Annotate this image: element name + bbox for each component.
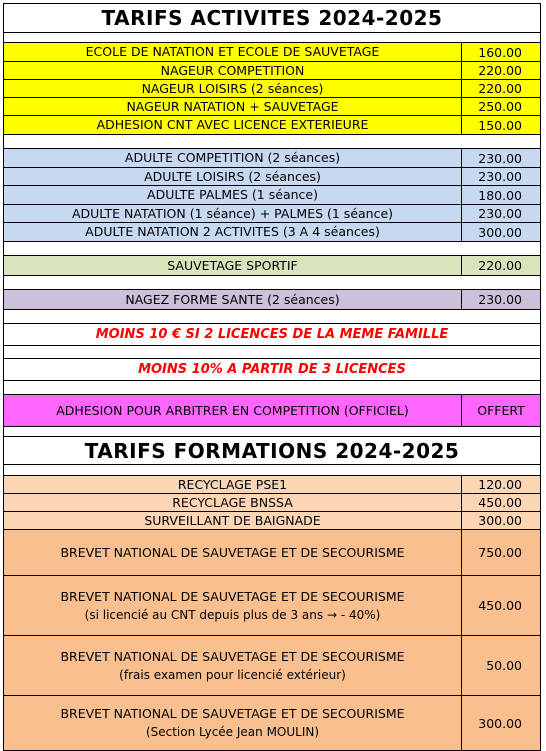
price-row (3, 149, 541, 168)
price-value: 150.00 (478, 117, 522, 133)
spacer-row (3, 465, 541, 476)
price-row (3, 290, 541, 310)
price-row (3, 186, 541, 205)
brevet-title: BREVET NATIONAL DE SAUVETAGE ET DE SECOURISME (60, 706, 405, 721)
price-value: 230.00 (478, 206, 522, 221)
price-value: 300.00 (478, 224, 522, 240)
spacer-row (3, 276, 541, 290)
price-value: 220.00 (478, 63, 522, 78)
formations-title: TARIFS FORMATIONS 2024-2025 (84, 438, 460, 463)
spacer-row (3, 135, 541, 149)
price-label: SURVEILLANT DE BAIGNADE (4, 512, 462, 529)
price-label: ADHESION CNT AVEC LICENCE EXTERIEURE (4, 116, 462, 134)
price-value: 220.00 (478, 258, 522, 273)
price-label: ADULTE LOISIRS (2 séances) (4, 168, 462, 185)
price-label: ADULTE PALMES (1 séance) (4, 186, 462, 204)
price-label: NAGEUR LOISIRS (2 séances) (4, 80, 462, 97)
price-row (3, 116, 541, 135)
brevet-title: BREVET NATIONAL DE SAUVETAGE ET DE SECOURISME (60, 544, 405, 560)
price-value: 230.00 (478, 292, 522, 307)
price-value: 230.00 (478, 150, 522, 166)
spacer-row (3, 310, 541, 324)
brevet-subtitle: (frais examen pour licencié extérieur) (119, 667, 346, 682)
price-label (4, 576, 462, 635)
price-row (3, 43, 541, 62)
price-value: 300.00 (478, 715, 522, 731)
brevet-title: BREVET NATIONAL DE SAUVETAGE ET DE SECOURISME (60, 648, 405, 664)
price-row (3, 696, 541, 751)
price-value: 450.00 (478, 598, 522, 613)
price-label: ADULTE COMPETITION (2 séances) (4, 149, 462, 167)
price-label: ADULTE NATATION 2 ACTIVITES (3 A 4 séances) (4, 223, 462, 241)
spacer-row (3, 242, 541, 256)
activites-title-row (3, 3, 541, 33)
price-label: SAUVETAGE SPORTIF (4, 256, 462, 275)
activites-title: TARIFS ACTIVITES 2024-2025 (101, 6, 443, 30)
price-row (3, 476, 541, 494)
price-row (3, 62, 541, 80)
note-row (3, 359, 541, 381)
note-row (3, 324, 541, 346)
brevet-subtitle: (Section Lycée Jean MOULIN) (145, 725, 320, 739)
price-label: RECYCLAGE PSE1 (4, 476, 462, 493)
price-label: NAGEZ FORME SANTE (2 séances) (4, 290, 462, 309)
price-value: 160.00 (478, 44, 522, 60)
brevet-title: BREVET NATIONAL DE SAUVETAGE ET DE SECOURISME (60, 588, 405, 604)
brevet-subtitle: (si licencié au CNT depuis plus de 3 ans → - 40%) (84, 607, 381, 622)
price-label: ADULTE NATATION (1 séance) + PALMES (1 séance) (4, 205, 462, 222)
price-label (4, 636, 462, 695)
price-value: 120.00 (478, 477, 522, 492)
spacer-row (3, 427, 541, 437)
price-row (3, 636, 541, 696)
price-value: OFFERT (477, 403, 525, 418)
price-value: 250.00 (478, 99, 522, 114)
price-row (3, 223, 541, 242)
price-row (3, 205, 541, 223)
price-label: ADHESION POUR ARBITRER EN COMPETITION (OFFICIEL) (4, 395, 462, 426)
price-row (3, 395, 541, 427)
price-row (3, 80, 541, 98)
price-value: 180.00 (478, 187, 522, 203)
family-discount-note: MOINS 10 € SI 2 LICENCES DE LA MEME FAMILLE (95, 327, 449, 342)
price-row (3, 494, 541, 512)
price-label (4, 530, 462, 575)
price-row (3, 256, 541, 276)
price-row (3, 576, 541, 636)
spacer-row (3, 381, 541, 395)
price-value: 230.00 (478, 169, 522, 184)
price-value: 50.00 (486, 658, 522, 673)
price-row (3, 530, 541, 576)
price-value: 220.00 (478, 81, 522, 96)
spacer-row (3, 346, 541, 359)
price-label: RECYCLAGE BNSSA (4, 494, 462, 511)
tarifs-sheet (3, 3, 541, 751)
spacer-row (3, 33, 541, 43)
price-value: 300.00 (478, 513, 522, 528)
price-row (3, 98, 541, 116)
price-label (4, 696, 462, 750)
price-label: NAGEUR NATATION + SAUVETAGE (4, 98, 462, 115)
price-row (3, 512, 541, 530)
price-value: 450.00 (478, 495, 522, 510)
price-value: 750.00 (478, 545, 522, 560)
three-licences-note: MOINS 10% A PARTIR DE 3 LICENCES (138, 362, 406, 377)
price-label: NAGEUR COMPETITION (4, 62, 462, 79)
formations-title-row (3, 437, 541, 465)
price-label: ECOLE DE NATATION ET ECOLE DE SAUVETAGE (4, 43, 462, 61)
price-row (3, 168, 541, 186)
